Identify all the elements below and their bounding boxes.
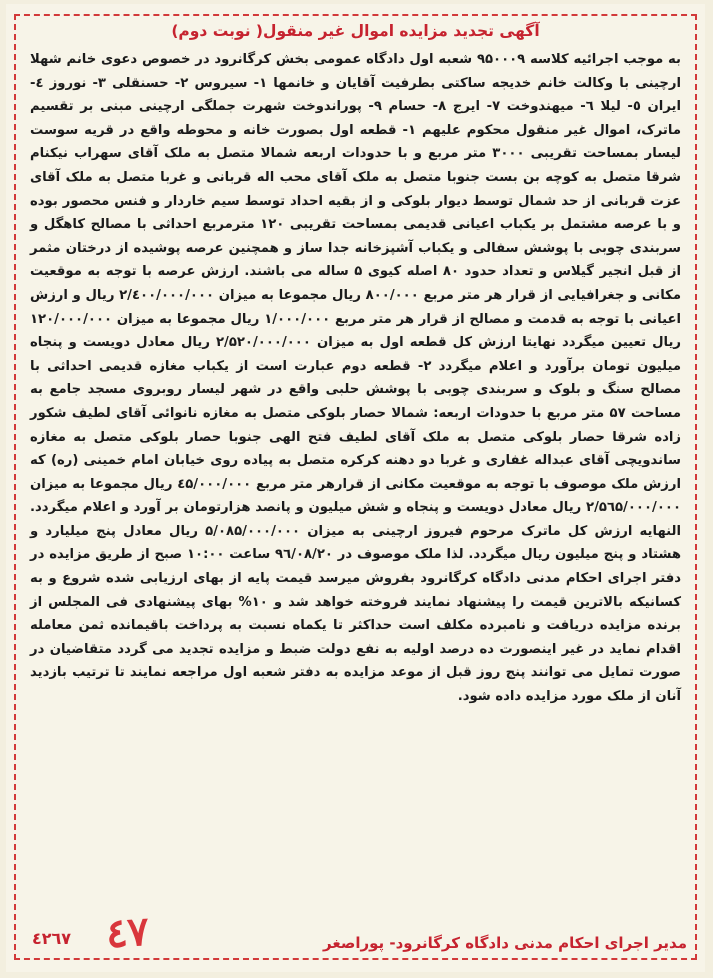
ad-code: ٤٢٦٧ — [32, 929, 72, 948]
notice-body: به موجب اجرائیه کلاسه ۹۵۰۰۰۹ شعبه اول دادگاه عمومی بخش کرگانرود در خصوص دعوی خانم شهلا ارچینی با وکالت خانم خدیجه ساکتی بطرفیت آقایان و خانمها ۱- سیروس ۲- حسنقلی ۳- نوروز ٤- ایران ٥- لیلا ٦- میهندوخت ۷- ایرج ۸- حسام ۹- پوراندوخت شهرت جملگی ارچینی مبنی بر تقسیم ماترک، اموال غیر منقول محکوم علیهم ۱- قطعه اول بصورت خانه و محوطه واقع در قریه سوست لیسار بمساحت تقریبی ۳۰۰۰ متر مربع و با حدودات اربعه شمالا متصل به ملک آقای سهراب نیکنام شرقا متصل به کوچه بن بست جنوبا متصل به ملک آقای محب اله قربانی و غربا متصل به ملک آقای عزت قربانی از حد شمال توسط دیوار بلوکی و از بقیه احداد توسط سیم خاردار و فنس محصور بوده و با عرصه مشتمل بر یکباب اعیانی قدیمی بمساحت تقریبی ۱۲۰ مترمربع احداثی با مصالح کاهگل و سربندی چوبی با پوشش سفالی و یکباب آشپزخانه جدا ساز و همچنین عرصه پوشیده از درختان مثمر از قبل انجیر گیلاس و تعداد حدود ۸۰ اصله کیوی ۵ ساله می باشند. ارزش عرصه با توجه به موقعیت مکانی و جغرافیایی از قرار هر متر مربع ۸۰۰/۰۰۰ ریال مجموعا به میزان ۲/٤۰۰/۰۰۰/۰۰۰ ریال و ارزش اعیانی با توجه به قدمت و مصالح از قرار هر متر مربع ۱/۰۰۰/۰۰۰ ریال مجموعا به میزان ۱۲۰/۰۰۰/۰۰۰ ریال تعیین میگردد نهایتا ارزش کل قطعه اول به میزان ۲/۵۲۰/۰۰۰/۰۰۰ ریال معادل دویست و پنجاه میلیون تومان برآورد و اعلام میگردد ۲- قطعه دوم عبارت است از یکباب مغازه قدیمی احداثی با مصالح سنگ و بلوک و سربندی چوبی با پوشش حلبی واقع در شهر لیسار روبروی مسجد جامع به مساحت ۵۷ متر مربع با حدودات اربعه: شمالا حصار بلوکی متصل به مغازه نانوائی آقای لطیف شکور زاده شرقا حصار بلوکی متصل به ملک آقای لطیف فتح الهی جنوبا حصار بلوکی متصل به مغازه ساندویچی آقای عبداله غفاری و غربا دو دهنه کرکره متصل به پیاده روی خیابان امام خمینی (ره) که ارزش ملک موصوف با توجه به موقعیت مکانی از قرارهر متر مربع ٤۵/۰۰۰/۰۰۰ ریال مجموعا به میزان ۲/۵٦۵/۰۰۰/۰۰۰ ریال معادل دویست و پنجاه و شش میلیون و پانصد هزارتومان بر آورد و اعلام میگردد. النهایه ارزش کل ماترک مرحوم فیروز ارچینی به میزان ۵/۰۸۵/۰۰۰/۰۰۰ ریال معادل پنج میلیارد و هشتاد و پنج میلیون ریال میگردد. لذا ملک موصوف در ۹٦/۰۸/۲۰ ساعت ۱۰:۰۰ صبح از طریق مزایده در دفتر اجرای احکام مدنی دادگاه کرگانرود بفروش میرسد قیمت پایه از بهای ارزیابی شده شروع و به کسانیکه بالاترین قیمت را پیشنهاد نمایند فروخته خواهد شد و ۱۰% بهای پیشنهادی فی المجلس از برنده مزایده دریافت و نامبرده مکلف است حداکثر تا یکماه نسبت به پرداخت باقیمانده ثمن معامله اقدام نماید در غیر اینصورت ده درصد اولیه به نفع دولت ضبط و مزایده تجدید می گردد متقاضیان در صورت تمایل می توانند پنج روز قبل از موعد مزایده به دفتر شعبه اول مراجعه نمایند تا ترتیب بازدید آنان از ملک مورد مزایده داده شود. — [30, 52, 682, 705]
handwritten-number: ٤۷ — [104, 907, 151, 958]
signature-line: مدیر اجرای احکام مدنی دادگاه کرگانرود- پوراصغر — [323, 934, 687, 952]
notice-clipping — [6, 4, 705, 972]
notice-footer — [20, 902, 691, 958]
notice-title: آگهی تجدید مزایده اموال غیر منقول( نوبت دوم) — [171, 22, 540, 40]
